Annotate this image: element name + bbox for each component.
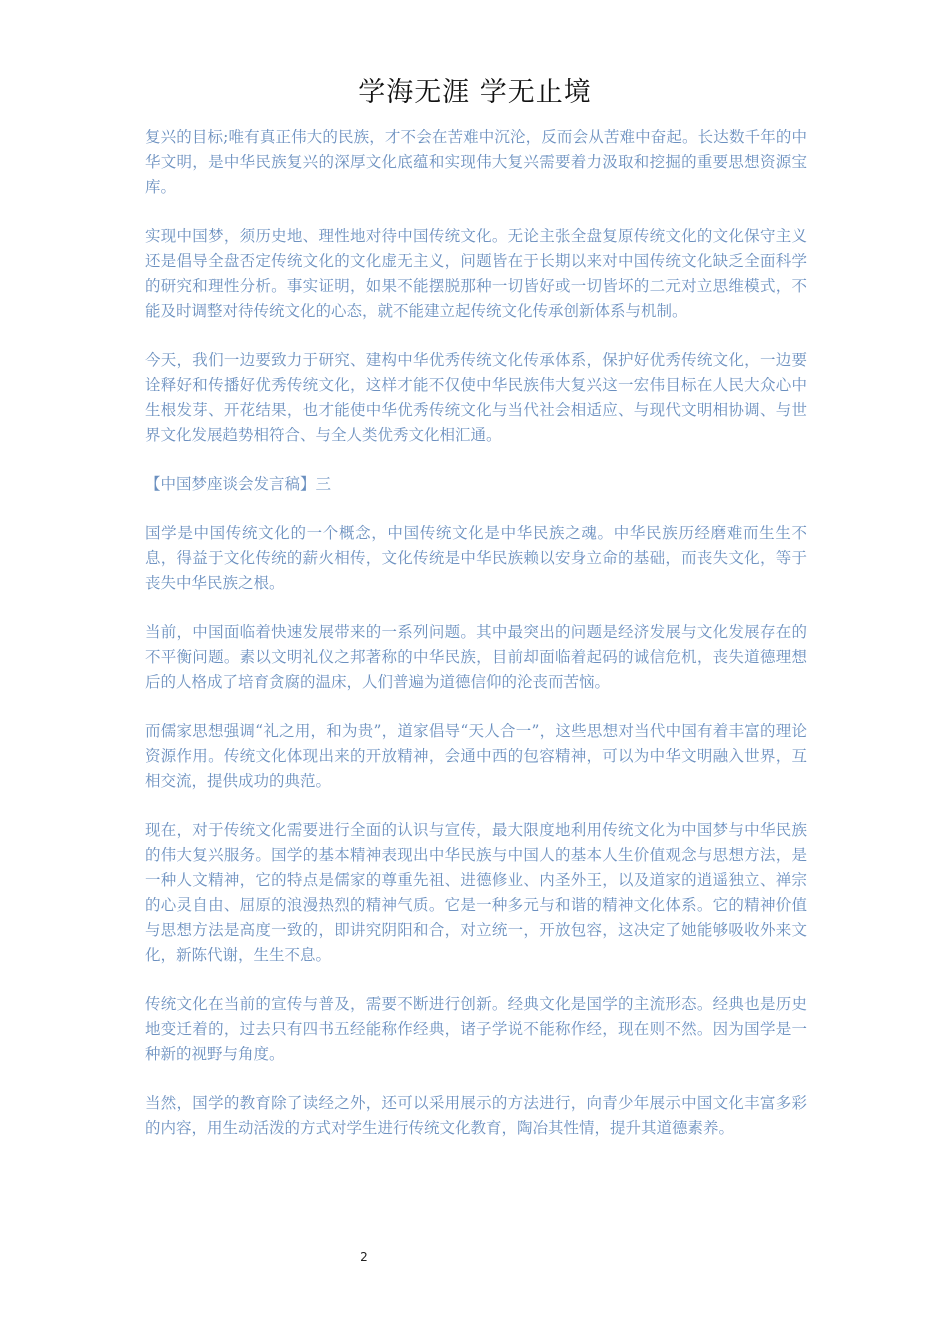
paragraph: 当然，国学的教育除了读经之外，还可以采用展示的方法进行，向青少年展示中国文化丰富多彩的内容，用生动活泼的方式对学生进行传统文化教育，陶冶其性情，提升其道德素养。 [145, 1094, 807, 1137]
paragraph: 当前，中国面临着快速发展带来的一系列问题。其中最突出的问题是经济发展与文化发展存在的不平衡问题。素以文明礼仪之邦著称的中华民族，目前却面临着起码的诚信危机，丧失道德理想后的人格成了培育贪腐的温床，人们普遍为道德信仰的沦丧而苦恼。 [145, 623, 807, 691]
paragraph: 复兴的目标;唯有真正伟大的民族，才不会在苦难中沉沦，反而会从苦难中奋起。长达数千年的中华文明，是中华民族复兴的深厚文化底蕴和实现伟大复兴需要着力汲取和挖掘的重要思想资源宝库。 [145, 128, 807, 196]
paragraph: 今天，我们一边要致力于研究、建构中华优秀传统文化传承体系，保护好优秀传统文化，一边要诠释好和传播好优秀传统文化，这样才能不仅使中华民族伟大复兴这一宏伟目标在人民大众心中生根发芽、开花结果，也才能使中华优秀传统文化与当代社会相适应、与现代文明相协调、与世界文化发展趋势相符合、与全人类优秀文化相汇通。 [145, 351, 807, 444]
paragraph: 国学是中国传统文化的一个概念，中国传统文化是中华民族之魂。中华民族历经磨难而生生不息，得益于文化传统的薪火相传，文化传统是中华民族赖以安身立命的基础，而丧失文化，等于丧失中华民族之根。 [145, 524, 807, 592]
paragraph: 传统文化在当前的宣传与普及，需要不断进行创新。经典文化是国学的主流形态。经典也是历史地变迁着的，过去只有四书五经能称作经典，诸子学说不能称作经，现在则不然。因为国学是一种新的视野与角度。 [145, 995, 807, 1063]
paragraph: 实现中国梦，须历史地、理性地对待中国传统文化。无论主张全盘复原传统文化的文化保守主义还是倡导全盘否定传统文化的文化虚无主义，问题皆在于长期以来对中国传统文化缺乏全面科学的研究和理性分析。事实证明，如果不能摆脱那种一切皆好或一切皆坏的二元对立思维模式，不能及时调整对待传统文化的心态，就不能建立起传统文化传承创新体系与机制。 [145, 227, 807, 320]
page-header-title: 学海无涯 学无止境 [358, 77, 592, 108]
page-number: 2 [360, 1250, 368, 1264]
paragraph: 现在，对于传统文化需要进行全面的认识与宣传，最大限度地利用传统文化为中国梦与中华民族的伟大复兴服务。国学的基本精神表现出中华民族与中国人的基本人生价值观念与思想方法，是一种人文精神，它的特点是儒家的尊重先祖、进德修业、内圣外王，以及道家的逍遥独立、禅宗的心灵自由、屈原的浪漫热烈的精神气质。它是一种多元与和谐的精神文化体系。它的精神价值与思想方法是高度一致的，即讲究阴阳和合，对立统一，开放包容，这决定了她能够吸收外来文化，新陈代谢，生生不息。 [145, 821, 807, 964]
document-body [145, 125, 807, 1165]
section-heading: 【中国梦座谈会发言稿】三 [145, 475, 332, 493]
paragraph: 而儒家思想强调“礼之用，和为贵”，道家倡导“天人合一”，这些思想对当代中国有着丰富的理论资源作用。传统文化体现出来的开放精神，会通中西的包容精神，可以为中华文明融入世界，互相交流，提供成功的典范。 [145, 722, 807, 790]
